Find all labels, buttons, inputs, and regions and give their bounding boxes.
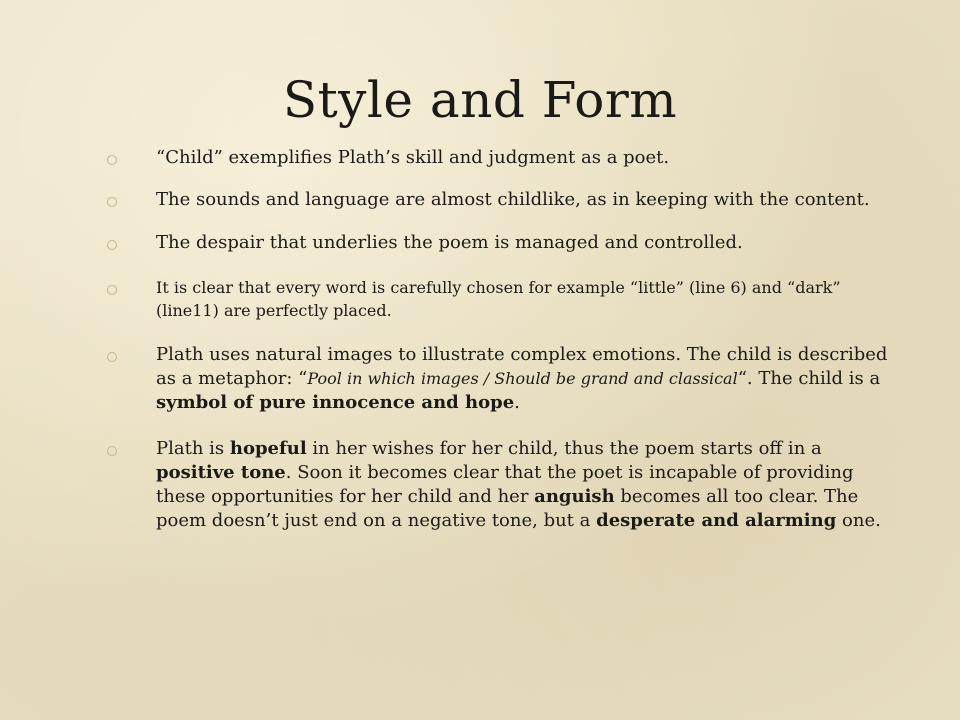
bold-phrase-anguish: anguish [534,486,615,507]
bullet-text-1: “Child” exemplifies Plath’s skill and judgment as a poet. [156,147,670,168]
hollow-circle-bullet-icon [107,240,117,250]
bullet-6-part-3: . Soon it becomes clear that the poet is incapable of providing these opportunities for her child and her [156,462,854,507]
bullet-list [103,146,903,533]
bullet-6-part-4: becomes all too clear. The poem doesn’t just end on a negative tone, but a [156,486,859,531]
bullet-5-part-3: . [514,392,520,413]
bold-phrase-symbol: symbol of pure innocence and hope [156,392,515,413]
bullet-text-6 [156,437,903,533]
bullet-6-part-5: one. [836,510,881,531]
bullet-6-part-1: Plath is [156,438,230,459]
bullet-6-part-2: in her wishes for her child, thus the poem starts off in a [306,438,822,459]
bold-phrase-hopeful: hopeful [229,438,307,459]
bullet-5-part-1: Plath uses natural images to illustrate complex emotions. The child is described as a metaphor: “ [156,344,888,389]
hollow-circle-bullet-icon [107,197,117,207]
hollow-circle-bullet-icon [107,155,117,165]
bullet-5-part-2: “. The child is a [737,368,881,389]
bullet-item-3 [103,231,903,255]
hollow-circle-bullet-icon [107,285,117,295]
bullet-text-4: It is clear that every word is carefully chosen for example “little” (line 6) and “dark” (line11) are perfectly placed. [156,278,841,320]
bullet-item-2 [103,188,903,212]
hollow-circle-bullet-icon [107,446,117,456]
bullet-text-2: The sounds and language are almost childlike, as in keeping with the content. [156,189,870,210]
bullet-text-5 [156,343,903,415]
poem-quote: Pool in which images / Should be grand and classical [307,369,738,388]
bullet-item-6 [103,437,903,533]
bullet-item-5 [103,343,903,415]
hollow-circle-bullet-icon [107,352,117,362]
bullet-item-1 [103,146,903,170]
slide-title: Style and Form [282,71,678,129]
bullet-text-3: The despair that underlies the poem is managed and controlled. [156,232,743,253]
bold-phrase-desperate: desperate and alarming [596,510,837,531]
bold-phrase-positive-tone: positive tone [156,462,286,483]
bullet-item-4 [103,276,903,322]
